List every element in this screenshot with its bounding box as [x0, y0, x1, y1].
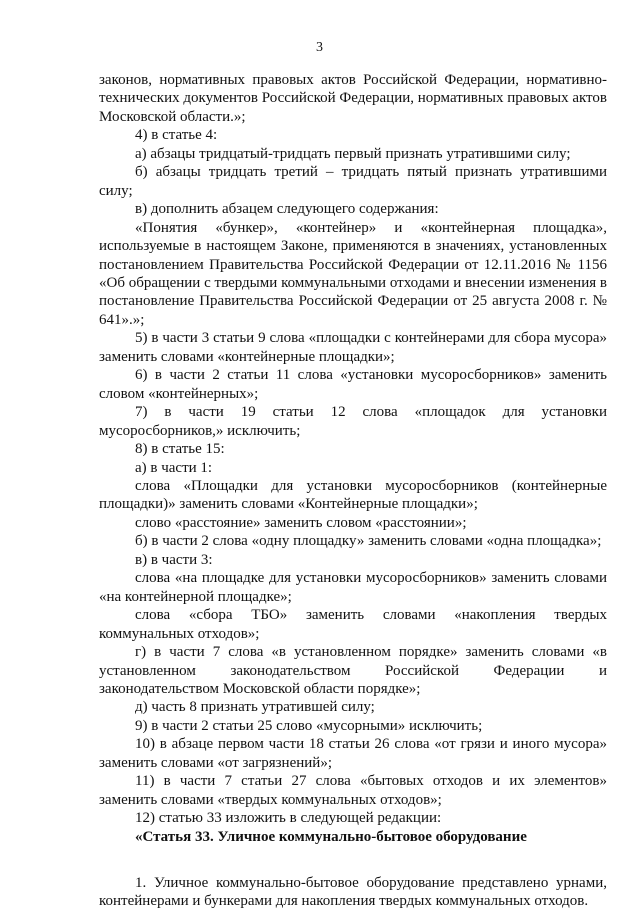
- paragraph: слова «сбора ТБО» заменить словами «накопления твердых коммунальных отходов»;: [99, 607, 607, 642]
- paragraph: 6) в части 2 статьи 11 слова «установки мусоросборников» заменить словом «контейнерных»;: [99, 367, 607, 402]
- paragraph: в) в части 3:: [135, 551, 213, 568]
- paragraph: г) в части 7 слова «в установленном порядке» заменить словами «в установленном законодательством Российской Федерации и законодательством Московской области порядке»;: [99, 644, 607, 697]
- paragraph: 12) статью 33 изложить в следующей редакции:: [135, 810, 442, 827]
- paragraph: а) в части 1:: [135, 459, 213, 476]
- paragraph: «Понятия «бункер», «контейнер» и «контейнерная площадка», используемые в настоящем Законе, применяются в значениях, установленных постановлением Правительства Российской Федерации от 12.11.2016 № 1156 «Об обращении с твердыми коммунальными отходами и внесении изменения в постановление Правительства Российской Федерации от 25 августа 2008 г. № 641».»;: [99, 219, 607, 328]
- paragraph: б) абзацы тридцать третий – тридцать пятый признать утратившими силу;: [99, 164, 607, 199]
- final-paragraph: 1. Уличное коммунально-бытовое оборудование представлено урнами, контейнерами и бункерами для накопления твердых коммунальных отходов.: [99, 875, 607, 910]
- paragraph: в) дополнить абзацем следующего содержания:: [135, 201, 439, 218]
- paragraph: слова «Площадки для установки мусоросборников (контейнерные площадки)» заменить словами «Контейнерные площадки»;: [99, 477, 607, 513]
- paragraph: слова «на площадке для установки мусоросборников» заменить словами «на контейнерной площадке»;: [99, 570, 607, 605]
- paragraph: 4) в статье 4:: [135, 127, 218, 144]
- paragraph: а) абзацы тридцатый-тридцать первый признать утратившими силу;: [135, 145, 571, 162]
- document-body: [99, 71, 607, 911]
- paragraph: 7) в части 19 статьи 12 слова «площадок для установки мусоросборников,» исключить;: [99, 404, 607, 439]
- paragraph: 10) в абзаце первом части 18 статьи 26 слова «от грязи и иного мусора» заменить словами «от загрязнений»;: [99, 736, 607, 771]
- article-heading: «Статья 33. Уличное коммунально-бытовое оборудование: [135, 828, 527, 845]
- paragraph: 11) в части 7 статьи 27 слова «бытовых отходов и их элементов» заменить словами «твердых коммунальных отходов»;: [99, 773, 607, 808]
- paragraph: 5) в части 3 статьи 9 слова «площадки с контейнерами для сбора мусора» заменить словами «контейнерные площадки»;: [99, 330, 607, 365]
- paragraph: 9) в части 2 статьи 25 слово «мусорными» исключить;: [135, 717, 483, 734]
- paragraph: 8) в статье 15:: [135, 441, 225, 458]
- paragraph: слово «расстояние» заменить словом «расстоянии»;: [135, 514, 467, 531]
- paragraph: б) в части 2 слова «одну площадку» заменить словами «одна площадка»;: [135, 533, 602, 550]
- amendment-list: [99, 71, 607, 828]
- paragraph: д) часть 8 признать утратившей силу;: [135, 699, 375, 716]
- page-number: 3: [316, 40, 323, 55]
- spacer: [99, 846, 607, 874]
- paragraph: законов, нормативных правовых актов Российской Федерации, нормативно-технических документов Российской Федерации, нормативных правовых актов Московской области.»;: [99, 72, 608, 125]
